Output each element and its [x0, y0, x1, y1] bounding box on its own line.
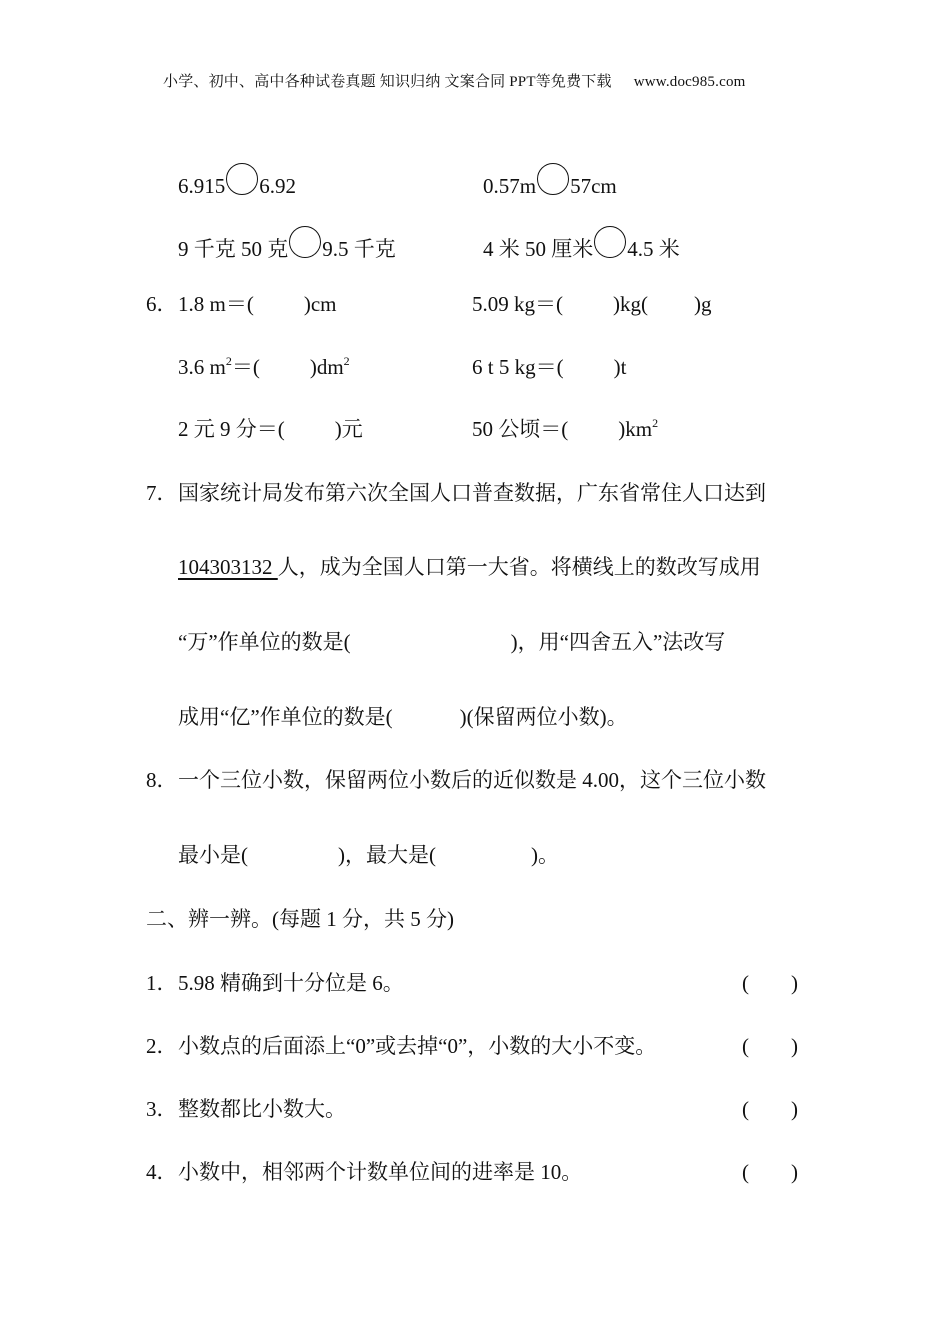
- judge-text: 整数都比小数大。: [178, 1097, 346, 1121]
- compare-row1-right: 0.57m 57cm: [483, 163, 617, 198]
- q6-item-d: 6 t 5 kg＝( )t: [472, 355, 627, 379]
- q7-number: 7．: [146, 481, 178, 505]
- q6-item-a: 1.8 m＝( )cm: [178, 292, 337, 316]
- compare-circle[interactable]: [226, 163, 258, 195]
- judge-answer-bracket[interactable]: ( ): [742, 1160, 798, 1184]
- q6-item-c: 3.6 $m^2=$( )$dm^2$: [178, 354, 350, 379]
- q8-line2: 最小是( )，最大是( )。: [178, 843, 559, 867]
- compare-circle[interactable]: [537, 163, 569, 195]
- judge-number: 3．: [146, 1097, 178, 1121]
- compare-row1-left: 6.915 6.92: [178, 163, 296, 198]
- header-text: 小学、初中、高中各种试卷真题 知识归纳 文案合同 PPT等免费下载: [163, 74, 612, 90]
- q8-line1: 一个三位小数，保留两位小数后的近似数是 4.00，这个三位小数: [178, 768, 766, 792]
- compare-circle[interactable]: [594, 226, 626, 258]
- judge-number: 4．: [146, 1160, 178, 1184]
- compare-row2-left: 9 千克 50 克 9.5 千克: [178, 226, 396, 261]
- q6-item-b: 5.09 kg＝( )kg( )g: [472, 292, 712, 316]
- q7-line4: 成用“亿”作单位的数是( )(保留两位小数)。: [178, 705, 628, 729]
- q7-line3: “万”作单位的数是( )，用“四舍五入”法改写: [178, 630, 726, 654]
- underlined-number: 104303132: [178, 555, 278, 579]
- compare-row2-right: 4 米 50 厘米 4.5 米: [483, 226, 680, 261]
- judge-answer-bracket[interactable]: ( ): [742, 1034, 798, 1058]
- page-header: [163, 70, 746, 94]
- judge-number: 1．: [146, 971, 178, 995]
- judge-answer-bracket[interactable]: ( ): [742, 971, 798, 995]
- section-title: 二、辨一辨。(每题 1 分，共 5 分): [146, 907, 454, 931]
- q6-number: 6．: [146, 292, 178, 316]
- judge-number: 2．: [146, 1034, 178, 1058]
- q6-item-e: 2 元 9 分＝( )元: [178, 417, 363, 441]
- judge-text: 小数点的后面添上“0”或去掉“0”，小数的大小不变。: [178, 1034, 657, 1058]
- judge-text: 5.98 精确到十分位是 6。: [178, 971, 404, 995]
- judge-text: 小数中，相邻两个计数单位间的进率是 10。: [178, 1160, 583, 1184]
- q7-line1: 国家统计局发布第六次全国人口普查数据，广东省常住人口达到: [178, 481, 766, 505]
- q8-number: 8．: [146, 768, 178, 792]
- header-url: www.doc985.com: [633, 74, 746, 90]
- q6-item-f: 50 公顷＝( )$km^2$: [472, 416, 659, 441]
- compare-circle[interactable]: [289, 226, 321, 258]
- q7-line2: 104303132 人，成为全国人口第一大省。将横线上的数改写成用: [178, 555, 761, 579]
- judge-answer-bracket[interactable]: ( ): [742, 1097, 798, 1121]
